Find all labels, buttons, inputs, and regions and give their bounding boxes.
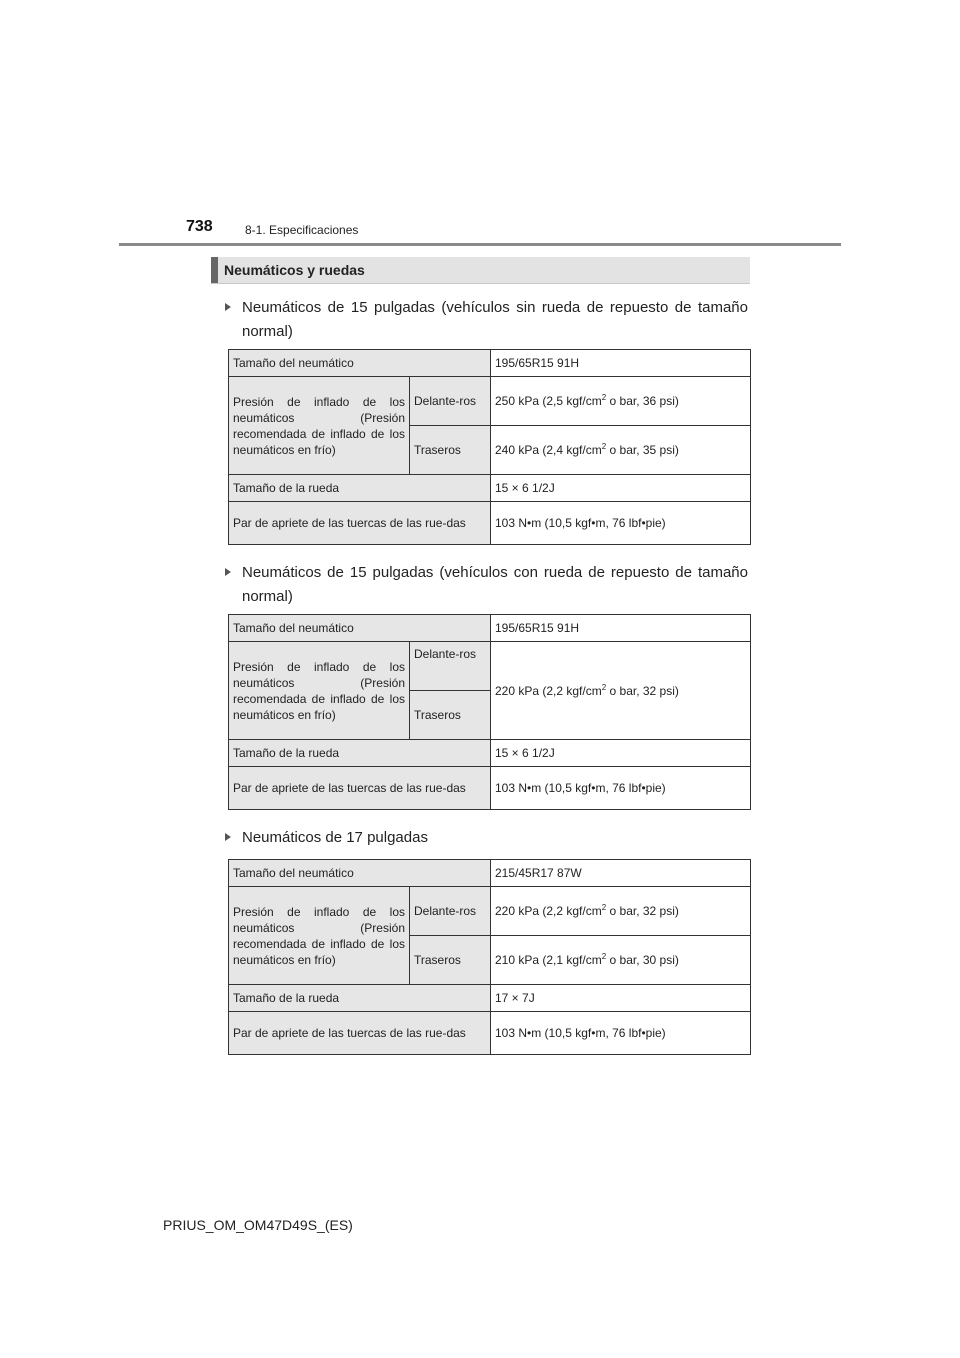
table-row [229,642,751,691]
shared-pressure-value: 220 kPa (2,2 kgf/$cm^2$ o bar, 32 psi) [491,642,751,740]
front-label: Delante-ros [410,377,491,426]
torque-value: 103 N•m (10,5 kgf•m, 76 lbf•pie) [491,767,751,810]
chapter-title: 8-1. Especificaciones [245,223,359,237]
wheel-size-value: 15 × 6 1/2J [491,740,751,767]
rear-pressure-value: 210 kPa (2,1 kgf/$cm^2$ o bar, 30 psi) [491,936,751,985]
torque-value: 103 N•m (10,5 kgf•m, 76 lbf•pie) [491,502,751,545]
bullet-text: Neumáticos de 17 pulgadas [242,829,428,846]
bullet-item-3 [225,826,750,850]
front-label: Delante-ros [410,887,491,936]
section-title: Neumáticos y ruedas [224,262,365,278]
pressure-label: Presión de inflado de los neumáticos (Presión recomendada de inflado de los neumáticos en frío) [229,377,410,475]
rear-label: Traseros [410,936,491,985]
table-row [229,475,751,502]
torque-label: Par de apriete de las tuercas de las rue-das [229,502,491,545]
tire-size-label: Tamaño del neumático [229,860,491,887]
rear-pressure-value: 240 kPa (2,4 kgf/$cm^2$ o bar, 35 psi) [491,426,751,475]
table-row [229,767,751,810]
table-row [229,887,751,936]
table-row [229,502,751,545]
table-row [229,615,751,642]
bullet-item-2 [225,561,750,609]
wheel-size-value: 15 × 6 1/2J [491,475,751,502]
tire-size-value: 195/65R15 91H [491,350,751,377]
wheel-size-label: Tamaño de la rueda [229,475,491,502]
torque-value: 103 N•m (10,5 kgf•m, 76 lbf•pie) [491,1012,751,1055]
rear-label: Traseros [410,426,491,475]
wheel-size-label: Tamaño de la rueda [229,985,491,1012]
wheel-size-label: Tamaño de la rueda [229,740,491,767]
bullet-text: Neumáticos de 15 pulgadas (vehículos sin rueda de repuesto de tamaño normal) [242,299,748,340]
table-row [229,860,751,887]
section-header-accent [211,257,218,283]
table-row [229,1012,751,1055]
tire-size-label: Tamaño del neumático [229,615,491,642]
front-label: Delante-ros [410,642,491,691]
table-row [229,377,751,426]
tire-size-value: 195/65R15 91H [491,615,751,642]
table-row [229,985,751,1012]
pressure-label: Presión de inflado de los neumáticos (Presión recomendada de inflado de los neumáticos en frío) [229,642,410,740]
triangle-bullet-icon [225,568,231,576]
page-number: 738 [186,218,213,235]
torque-label: Par de apriete de las tuercas de las rue-das [229,1012,491,1055]
bullet-text: Neumáticos de 15 pulgadas (vehículos con rueda de repuesto de tamaño normal) [242,564,748,605]
section-header [211,257,750,284]
wheel-size-value: 17 × 7J [491,985,751,1012]
front-pressure-value: 250 kPa (2,5 kgf/$cm^2$ o bar, 36 psi) [491,377,751,426]
bullet-item-1 [225,296,750,344]
rear-label: Traseros [410,691,491,740]
triangle-bullet-icon [225,303,231,311]
pressure-label: Presión de inflado de los neumáticos (Presión recomendada de inflado de los neumáticos en frío) [229,887,410,985]
spec-table-3 [228,859,751,1055]
table-row [229,740,751,767]
spec-table-1 [228,349,751,545]
tire-size-value: 215/45R17 87W [491,860,751,887]
footer-doc-code: PRIUS_OM_OM47D49S_(ES) [163,1217,353,1233]
tire-size-label: Tamaño del neumático [229,350,491,377]
header-rule [119,243,841,246]
front-pressure-value: 220 kPa (2,2 kgf/$cm^2$ o bar, 32 psi) [491,887,751,936]
triangle-bullet-icon [225,833,231,841]
spec-table-2 [228,614,751,810]
torque-label: Par de apriete de las tuercas de las rue-das [229,767,491,810]
table-row [229,350,751,377]
